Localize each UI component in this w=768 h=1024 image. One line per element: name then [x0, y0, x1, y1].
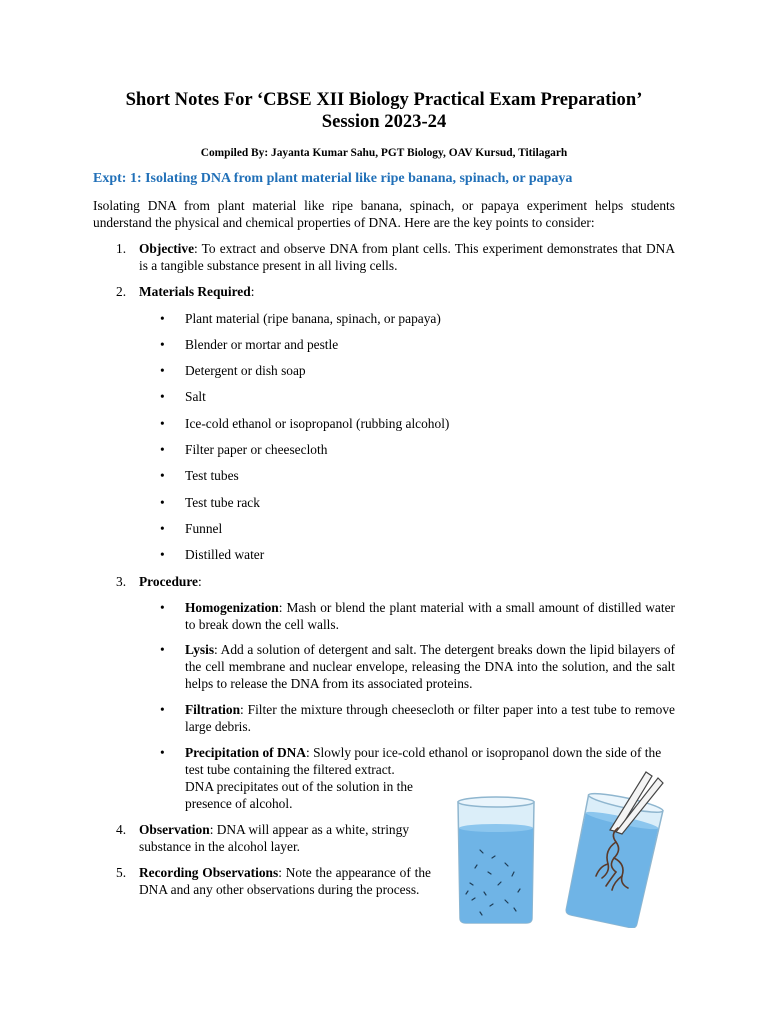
step-text: : Filter the mixture through cheesecloth or filter paper into a test tube to remove large debris. — [185, 702, 675, 734]
point-recording — [139, 864, 431, 898]
point-label: Procedure — [139, 574, 199, 589]
bullet — [160, 336, 165, 353]
material-item: Test tubes — [185, 468, 239, 483]
point-number: 3. — [116, 574, 127, 589]
procedure-step-continued: DNA precipitates out of the solution in the presence of alcohol. — [185, 779, 413, 811]
compiled-by: Compiled By: Jayanta Kumar Sahu, PGT Biology, OAV Kursud, Titilagarh — [200, 147, 568, 159]
material-item: Test tube rack — [185, 495, 260, 510]
dna-beakers-illustration — [450, 768, 680, 928]
experiment-heading: Expt: 1: Isolating DNA from plant material like ripe banana, spinach, or papaya — [93, 171, 573, 186]
material-item: Filter paper or cheesecloth — [185, 442, 328, 457]
bullet — [160, 599, 165, 616]
material-item: Funnel — [185, 521, 223, 536]
point-number: 1. — [116, 241, 127, 256]
point-label: Objective — [139, 241, 195, 256]
step-text: : Slowly pour ice-cold ethanol or isopropanol down the side of the test tube containing the filtered extract. — [185, 745, 662, 777]
bullet — [160, 701, 165, 718]
beaker-left — [458, 797, 534, 923]
step-label: Precipitation of DNA — [185, 745, 306, 760]
intro-paragraph: Isolating DNA from plant material like ripe banana, spinach, or papaya experiment helps students understand the physical and chemical properties of DNA. Here are the key points to consider: — [93, 198, 675, 230]
bullet — [160, 388, 165, 405]
point-label: Observation — [139, 822, 210, 837]
step-label: Lysis — [185, 642, 215, 657]
document-title — [60, 89, 708, 133]
material-item: Detergent or dish soap — [185, 363, 306, 378]
point-text: : Note the appearance of the DNA and any other observations during the process. — [139, 865, 431, 897]
point-number: 5. — [116, 865, 127, 880]
point-text: : DNA will appear as a white, stringy substance in the alcohol layer. — [139, 822, 410, 854]
material-item: Blender or mortar and pestle — [185, 337, 339, 352]
point-label: Recording Observations — [139, 865, 279, 880]
bullet — [160, 467, 165, 484]
bullet — [160, 744, 165, 761]
point-materials — [139, 283, 254, 300]
material-item: Ice-cold ethanol or isopropanol (rubbing alcohol) — [185, 416, 450, 431]
title-line-1: Short Notes For ‘CBSE XII Biology Practical Exam Preparation’ — [125, 89, 643, 110]
point-objective — [139, 240, 675, 274]
point-text: : — [250, 284, 255, 299]
step-text: : Mash or blend the plant material with a small amount of distilled water to break down the cell walls. — [185, 600, 675, 632]
point-number: 2. — [116, 284, 127, 299]
step-label: Filtration — [185, 702, 241, 717]
point-text: : To extract and observe DNA from plant cells. This experiment demonstrates that DNA is a tangible substance present in all living cells. — [139, 241, 675, 273]
bullet — [160, 362, 165, 379]
material-item: Salt — [185, 389, 206, 404]
step-text: : Add a solution of detergent and salt. The detergent breaks down the lipid bilayers of the cell membrane and nuclear envelope, releasing the DNA into the solution, and the salt helps to release the DNA from its associated proteins. — [185, 642, 675, 691]
bullet — [160, 415, 165, 432]
step-label: Homogenization — [185, 600, 279, 615]
point-label: Materials Required — [139, 284, 251, 299]
title-line-2: Session 2023-24 — [321, 111, 447, 132]
point-number: 4. — [116, 822, 127, 837]
point-observation — [139, 821, 431, 855]
bullet — [160, 641, 165, 658]
material-item: Plant material (ripe banana, spinach, or papaya) — [185, 311, 441, 326]
bullet — [160, 310, 165, 327]
point-procedure — [139, 573, 202, 590]
bullet — [160, 520, 165, 537]
bullet — [160, 441, 165, 458]
material-item: Distilled water — [185, 547, 265, 562]
point-text: : — [198, 574, 202, 589]
bullet — [160, 494, 165, 511]
bullet — [160, 546, 165, 563]
procedure-step — [185, 599, 675, 633]
procedure-step — [185, 641, 675, 692]
procedure-step — [185, 701, 675, 735]
